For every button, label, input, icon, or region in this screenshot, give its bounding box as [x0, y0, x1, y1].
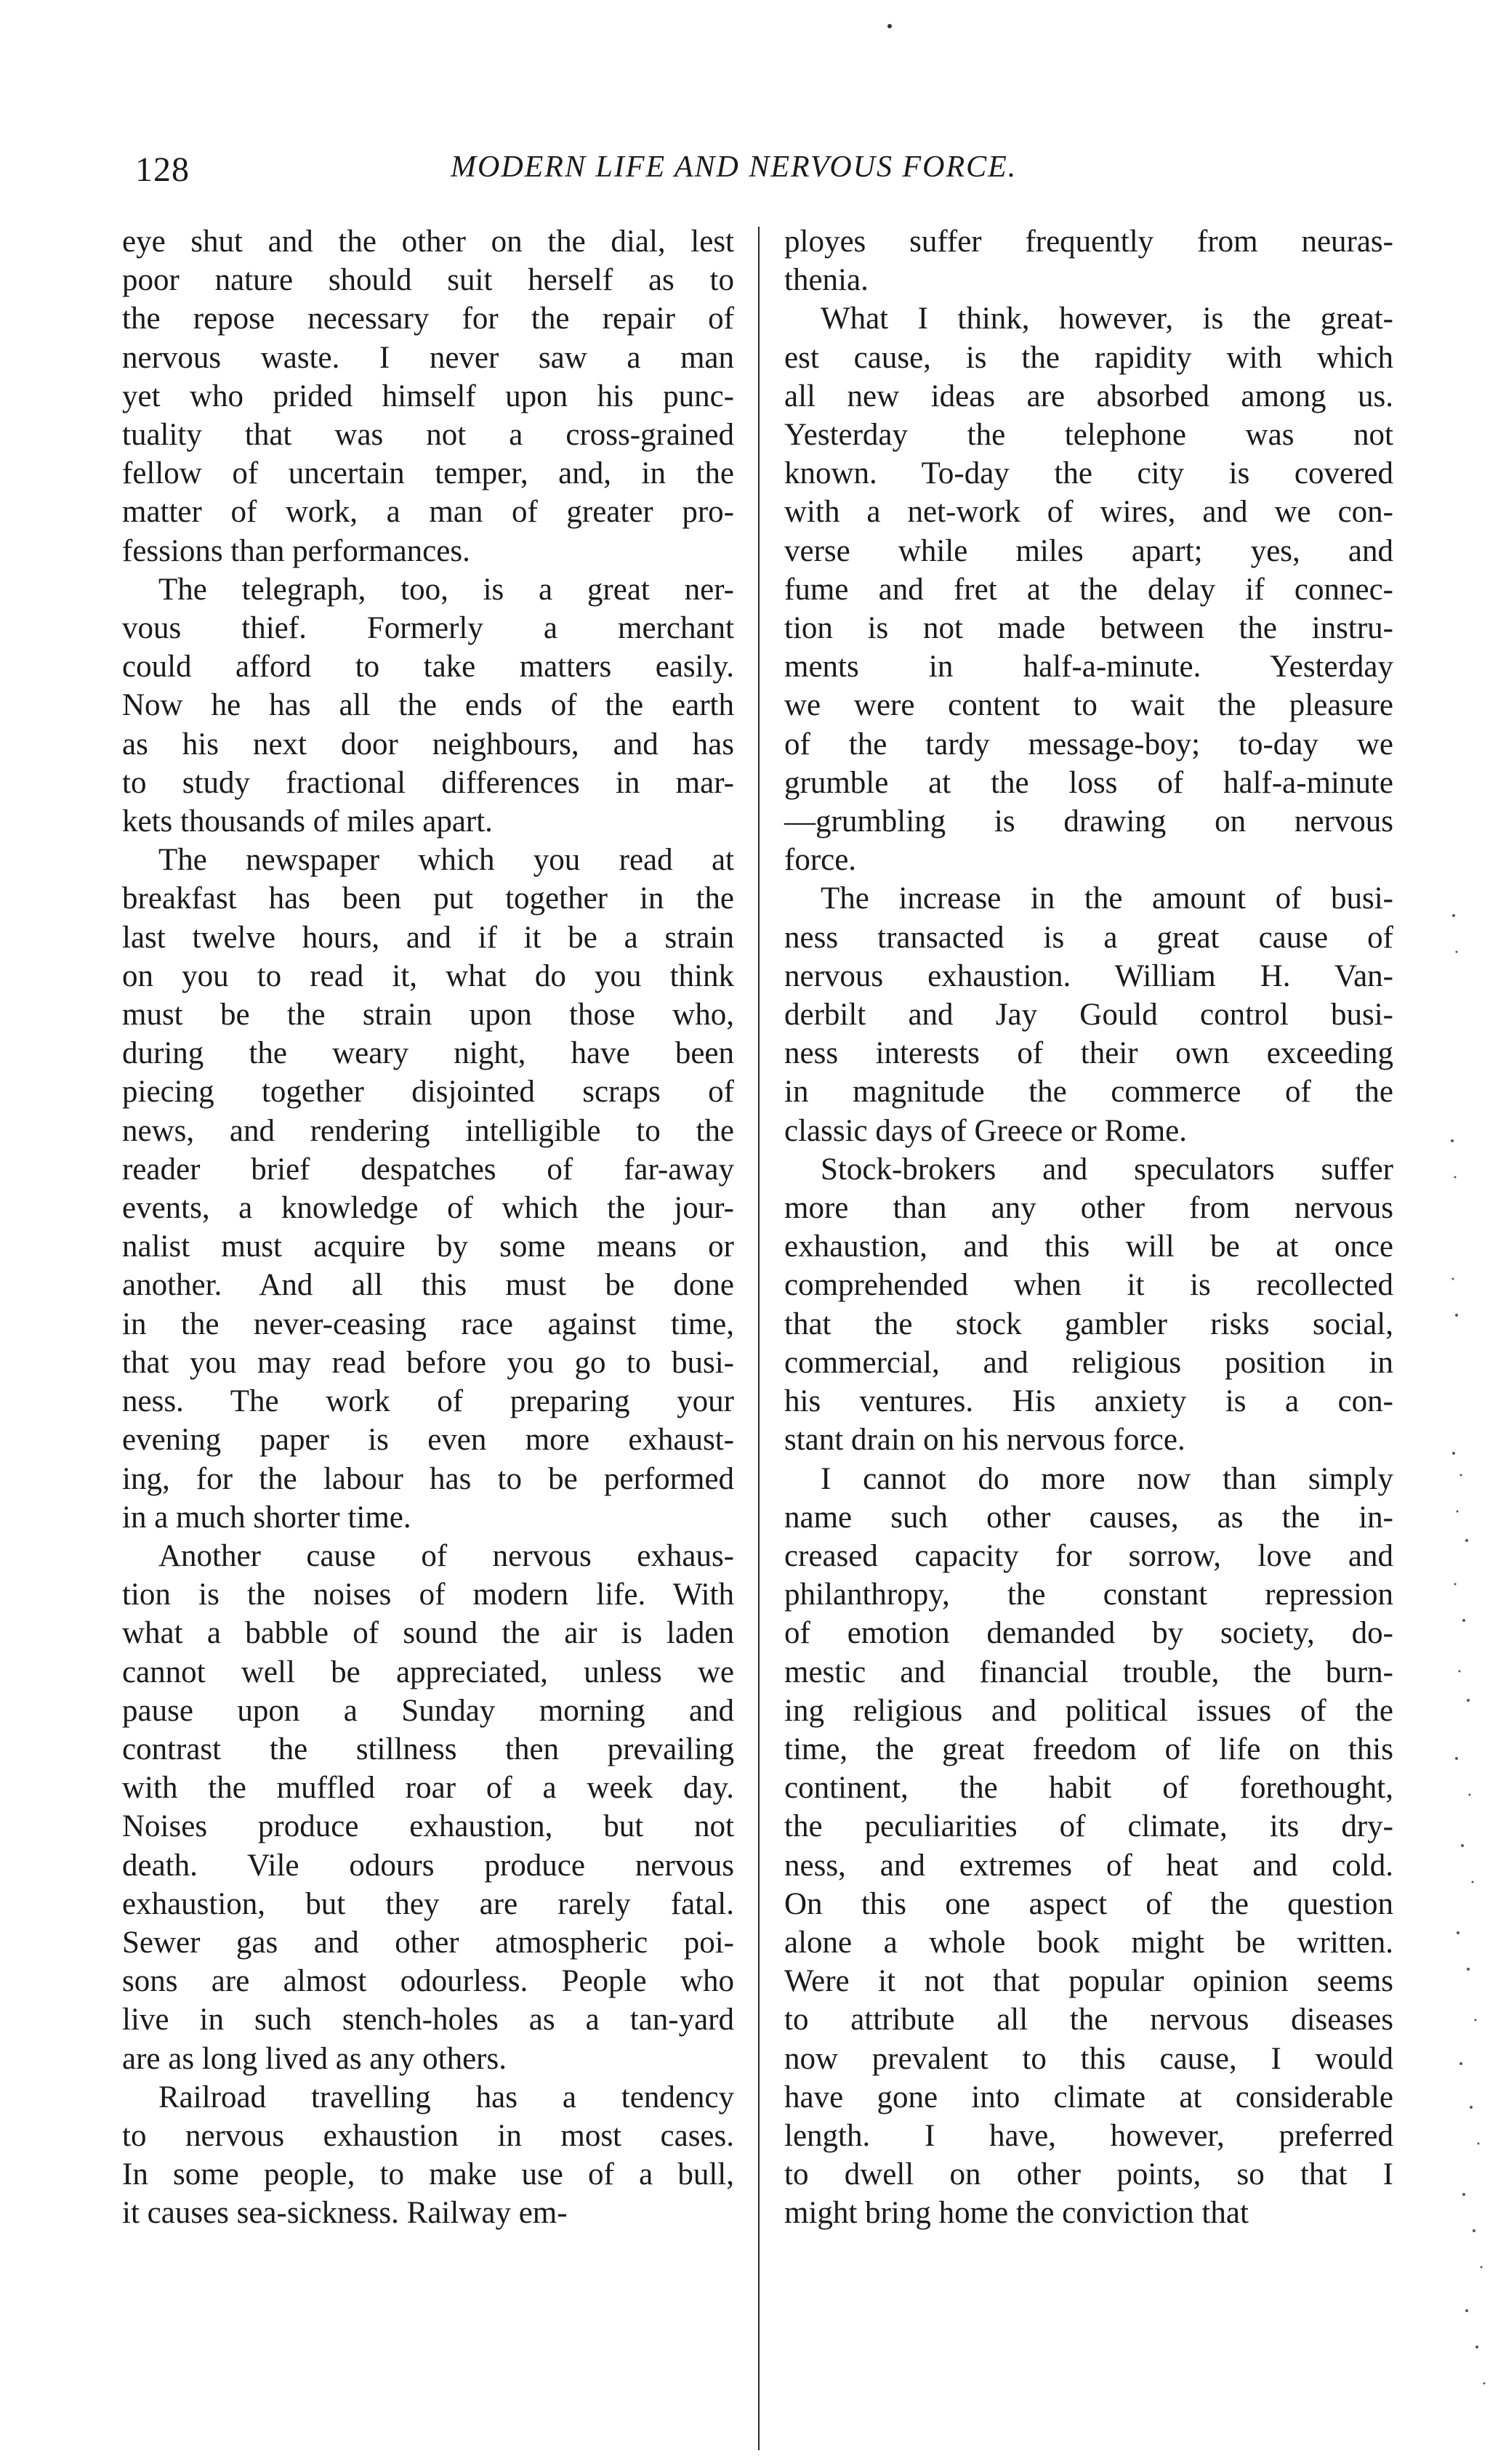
text-line: exhaustion, but they are rarely fatal. — [122, 1886, 734, 1921]
text-line: ployes suffer frequently from neuras- — [784, 225, 1393, 259]
text-line: ing, for the labour has to be performed — [122, 1461, 734, 1496]
text-line: est cause, is the rapidity with which — [784, 340, 1393, 375]
text-line: ments in half-a-minute. Yesterday — [784, 650, 1393, 684]
text-line: fessions than performances. — [122, 533, 470, 568]
text-line: ness. The work of preparing your — [122, 1384, 734, 1419]
text-line: piecing together disjointed scraps of — [122, 1075, 734, 1110]
text-line: fellow of uncertain temper, and, in the — [122, 456, 734, 491]
text-line: to nervous exhaustion in most cases. — [122, 2118, 734, 2153]
text-line: events, a knowledge of which the jour- — [122, 1191, 734, 1226]
text-line: during the weary night, have been — [122, 1036, 734, 1071]
text-line: mestic and financial trouble, the burn- — [784, 1655, 1393, 1689]
text-line: Another cause of nervous exhaus- — [158, 1538, 734, 1573]
text-line: pause upon a Sunday morning and — [122, 1693, 734, 1728]
text-line: to dwell on other points, so that I — [784, 2157, 1393, 2192]
text-line: length. I have, however, preferred — [784, 2118, 1393, 2153]
text-line: —grumbling is drawing on nervous — [784, 804, 1393, 839]
text-line: last twelve hours, and if it be a strain — [122, 920, 734, 955]
text-line: vous thief. Formerly a merchant — [122, 611, 734, 646]
text-line: tuality that was not a cross-grained — [122, 418, 734, 453]
text-line: nervous waste. I never saw a man — [122, 340, 734, 375]
paragraph — [122, 222, 734, 570]
text-line: ing religious and political issues of the — [784, 1693, 1393, 1728]
text-line: as his next door neighbours, and has — [122, 727, 734, 762]
print-speck — [887, 24, 892, 28]
text-line: another. And all this must be done — [122, 1268, 734, 1303]
text-line: The newspaper which you read at — [158, 843, 734, 878]
text-line: poor nature should suit herself as to — [122, 263, 734, 298]
right-text-column — [784, 222, 1393, 2233]
running-title: MODERN LIFE AND NERVOUS FORCE. — [451, 150, 1018, 184]
text-line: philanthropy, the constant repression — [784, 1578, 1393, 1612]
text-line: of emotion demanded by society, do- — [784, 1616, 1393, 1651]
text-line: Now he has all the ends of the earth — [122, 688, 734, 723]
text-line: live in such stench-holes as a tan-yard — [122, 2003, 734, 2037]
text-line: to study fractional differences in mar- — [122, 765, 734, 800]
text-line: we were content to wait the pleasure — [784, 688, 1393, 723]
margin-speckle — [1446, 901, 1490, 2427]
text-line: matter of work, a man of greater pro- — [122, 495, 734, 530]
text-line: time, the great freedom of life on this — [784, 1732, 1393, 1766]
text-line: with a net-work of wires, and we con- — [784, 495, 1393, 530]
text-line: the peculiarities of climate, its dry- — [784, 1809, 1393, 1844]
text-line: breakfast has been put together in the — [122, 881, 734, 916]
text-line: grumble at the loss of half-a-minute — [784, 765, 1393, 800]
text-line: of the tardy message-boy; to-day we — [784, 727, 1393, 762]
text-line: Noises produce exhaustion, but not — [122, 1809, 734, 1844]
text-line: on you to read it, what do you think — [122, 958, 734, 993]
text-line: On this one aspect of the question — [784, 1886, 1393, 1921]
page-number: 128 — [135, 150, 190, 189]
text-line: known. To-day the city is covered — [784, 456, 1393, 491]
text-line: ness, and extremes of heat and cold. — [784, 1848, 1393, 1883]
text-line: Sewer gas and other atmospheric poi- — [122, 1925, 734, 1960]
paragraph — [784, 879, 1393, 1150]
text-line: with the muffled roar of a week day. — [122, 1771, 734, 1806]
text-line: stant drain on his nervous force. — [784, 1423, 1185, 1458]
text-line: more than any other from nervous — [784, 1191, 1393, 1226]
text-line: the repose necessary for the repair of — [122, 302, 734, 336]
text-line: What I think, however, is the great- — [821, 302, 1393, 336]
paragraph — [122, 2078, 734, 2233]
text-line: ness interests of their own exceeding — [784, 1036, 1393, 1071]
text-line: in magnitude the commerce of the — [784, 1075, 1393, 1110]
text-line: evening paper is even more exhaust- — [122, 1423, 734, 1458]
text-line: might bring home the conviction that — [784, 2196, 1249, 2231]
text-line: it causes sea-sickness. Railway em- — [122, 2196, 568, 2231]
text-line: continent, the habit of forethought, — [784, 1771, 1393, 1806]
text-line: cannot well be appreciated, unless we — [122, 1655, 734, 1689]
paragraph — [784, 299, 1393, 879]
text-line: creased capacity for sorrow, love and — [784, 1538, 1393, 1573]
text-line: exhaustion, and this will be at once — [784, 1229, 1393, 1264]
text-line: The increase in the amount of busi- — [821, 881, 1393, 916]
text-line: commercial, and religious position in — [784, 1345, 1393, 1380]
paragraph — [122, 570, 734, 841]
text-line: Were it not that popular opinion seems — [784, 1964, 1393, 1999]
text-line: could afford to take matters easily. — [122, 650, 734, 684]
text-line: classic days of Greece or Rome. — [784, 1113, 1188, 1148]
text-line: to attribute all the nervous diseases — [784, 2003, 1393, 2037]
text-line: that the stock gambler risks social, — [784, 1306, 1393, 1341]
text-line: tion is the noises of modern life. With — [122, 1578, 734, 1612]
text-line: reader brief despatches of far-away — [122, 1152, 734, 1187]
text-line: In some people, to make use of a bull, — [122, 2157, 734, 2192]
text-line: kets thousands of miles apart. — [122, 804, 493, 839]
text-line: that you may read before you go to busi- — [122, 1345, 734, 1380]
text-line: eye shut and the other on the dial, lest — [122, 225, 734, 259]
text-line: sons are almost odourless. People who — [122, 1964, 734, 1999]
text-line: verse while miles apart; yes, and — [784, 533, 1393, 568]
text-line: The telegraph, too, is a great ner- — [158, 572, 734, 607]
text-line: are as long lived as any others. — [122, 2041, 507, 2076]
text-line: nervous exhaustion. William H. Van- — [784, 958, 1393, 993]
text-line: in the never-ceasing race against time, — [122, 1306, 734, 1341]
paragraph — [122, 841, 734, 1537]
text-line: Stock-brokers and speculators suffer — [821, 1152, 1393, 1187]
left-text-column — [122, 222, 734, 2233]
text-line: name such other causes, as the in- — [784, 1500, 1393, 1535]
text-line: ness transacted is a great cause of — [784, 920, 1393, 955]
text-line: contrast the stillness then prevailing — [122, 1732, 734, 1766]
text-line: must be the strain upon those who, — [122, 998, 734, 1033]
text-line: Railroad travelling has a tendency — [158, 2080, 734, 2114]
paragraph — [784, 1150, 1393, 1460]
text-line: force. — [784, 843, 857, 878]
text-line: I cannot do more now than simply — [821, 1461, 1393, 1496]
text-line: alone a whole book might be written. — [784, 1925, 1393, 1960]
text-line: thenia. — [784, 263, 869, 298]
text-line: fume and fret at the delay if connec- — [784, 572, 1393, 607]
text-line: his ventures. His anxiety is a con- — [784, 1384, 1393, 1419]
paragraph — [122, 1537, 734, 2078]
column-divider — [758, 227, 760, 2450]
text-line: tion is not made between the instru- — [784, 611, 1393, 646]
text-line: what a babble of sound the air is laden — [122, 1616, 734, 1651]
text-line: now prevalent to this cause, I would — [784, 2041, 1393, 2076]
paragraph — [784, 1460, 1393, 2233]
text-line: news, and rendering intelligible to the — [122, 1113, 734, 1148]
text-line: death. Vile odours produce nervous — [122, 1848, 734, 1883]
text-line: in a much shorter time. — [122, 1500, 411, 1535]
text-line: have gone into climate at considerable — [784, 2080, 1393, 2114]
text-line: yet who prided himself upon his punc- — [122, 379, 734, 413]
text-line: comprehended when it is recollected — [784, 1268, 1393, 1303]
text-line: derbilt and Jay Gould control busi- — [784, 998, 1393, 1033]
paragraph — [784, 222, 1393, 299]
text-line: all new ideas are absorbed among us. — [784, 379, 1393, 413]
text-line: Yesterday the telephone was not — [784, 418, 1393, 453]
text-line: nalist must acquire by some means or — [122, 1229, 734, 1264]
